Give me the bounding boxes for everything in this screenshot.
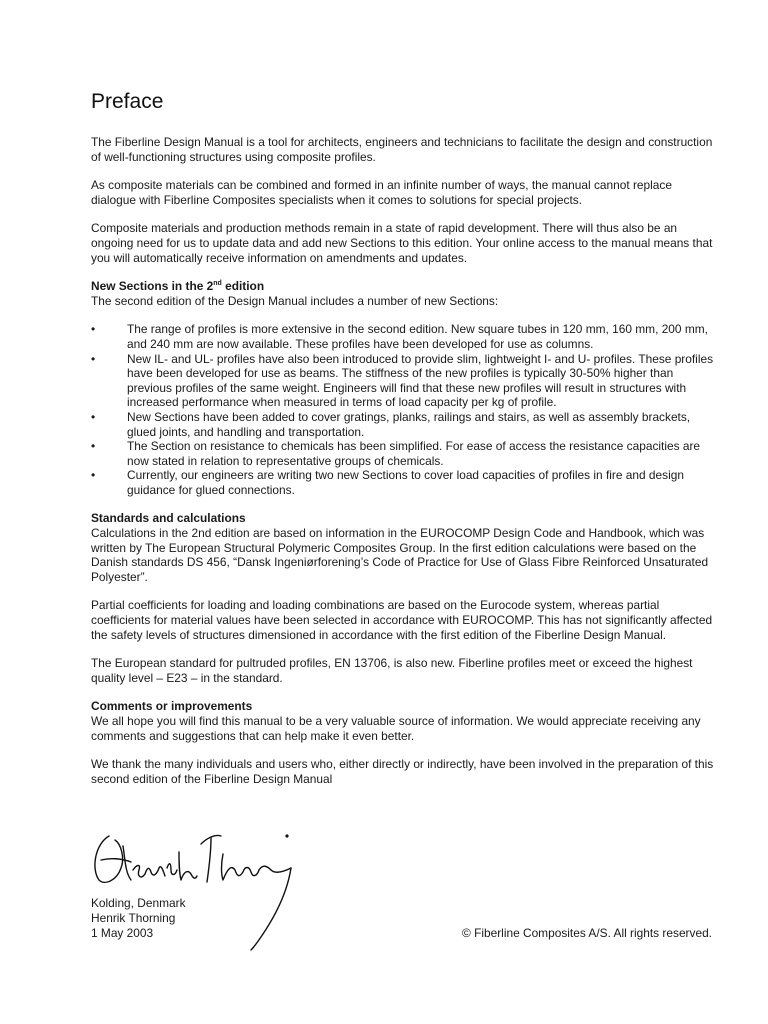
comments-heading: Comments or improvements bbox=[91, 699, 253, 714]
list-item-text: Currently, our engineers are writing two new Sections to cover load capacities of profiles in fire and design guidance for glued connections. bbox=[127, 468, 684, 497]
copyright-notice: © Fiberline Composites A/S. All rights reserved. bbox=[462, 926, 712, 940]
signature-date: 1 May 2003 bbox=[91, 925, 154, 940]
bullet-icon: • bbox=[91, 409, 96, 424]
new-sections-heading-prefix: New Sections in the 2 bbox=[91, 279, 214, 294]
bullet-icon: • bbox=[91, 322, 96, 337]
list-item-text: The range of profiles is more extensive in the second edition. New square tubes in 120 mm, 160 mm, 200 mm, and 240 mm are now available. These profiles have been developed for use as columns. bbox=[127, 322, 708, 351]
standards-paragraph-3: The European standard for pultruded profiles, EN 13706, is also new. Fiberline profiles meet or exceed the highest quality level – E23 – in the standard. bbox=[91, 656, 693, 685]
intro-paragraph-3: Composite materials and production methods remain in a state of rapid development. There will thus also be an ongoing need for us to update data and add new Sections to this edition. Your online access to the manual means that you will automatically receive information on amendments and updates. bbox=[91, 221, 713, 265]
list-item-text: New IL- and UL- profiles have also been introduced to provide slim, lightweight I- and U- profiles. These profiles have been developed for use as beams. The stiffness of the new profiles is typically 30-50% higher than previous profiles of the same weight. Engineers will find that these new profiles will result in structures with increased performance when measured in terms of load capacity per kg of profile. bbox=[127, 351, 714, 410]
list-item bbox=[91, 410, 715, 439]
bullet-icon: • bbox=[91, 468, 96, 483]
signature-block bbox=[91, 824, 715, 964]
list-item bbox=[91, 352, 715, 410]
list-item bbox=[91, 322, 715, 351]
standards-heading: Standards and calculations bbox=[91, 511, 246, 526]
new-sections-list bbox=[91, 322, 715, 497]
signature-place: Kolding, Denmark bbox=[91, 896, 186, 910]
page-title: Preface bbox=[91, 90, 164, 113]
standards-paragraph-2: Partial coefficients for loading and loading combinations are based on the Eurocode system, whereas partial coefficients for material values have been selected in accordance with EUROCOMP. This has not significantly affected the safety levels of structures dimensioned in accordance with the first edition of the Fiberline Design Manual. bbox=[91, 598, 713, 642]
comments-paragraph-2: We thank the many individuals and users who, either directly or indirectly, have been involved in the preparation of this second edition of the Fiberline Design Manual bbox=[91, 757, 714, 786]
list-item-text: The Section on resistance to chemicals has been simplified. For ease of access the resistance capacities are now stated in relation to representative groups of chemicals. bbox=[127, 439, 701, 468]
standards-paragraph-1: Calculations in the 2nd edition are based on information in the EUROCOMP Design Code and Handbook, which was written by The European Structural Polymeric Composites Group. In the first edition calculations were based on the Danish standards DS 456, “Dansk Ingeniørforening’s Code of Practice for Use of Glass Fibre Reinforced Unsaturated Polyester”. bbox=[91, 526, 709, 584]
signature-lines bbox=[91, 896, 186, 940]
bullet-icon: • bbox=[91, 351, 96, 366]
intro-paragraph-2: As composite materials can be combined and formed in an infinite number of ways, the manual cannot replace dialogue with Fiberline Composites specialists when it comes to solutions for special projects. bbox=[91, 178, 672, 207]
list-item-text: New Sections have been added to cover gratings, planks, railings and stairs, as well as assembly brackets, glued joints, and handling and transportation. bbox=[127, 409, 691, 439]
new-sections-heading bbox=[91, 279, 715, 294]
list-item bbox=[91, 439, 715, 468]
list-item bbox=[91, 468, 715, 497]
preface-page bbox=[91, 88, 715, 800]
new-sections-heading-suffix: edition bbox=[221, 279, 265, 294]
intro-paragraph-1: The Fiberline Design Manual is a tool for architects, engineers and technicians to facilitate the design and construction of well-functioning structures using composite profiles. bbox=[91, 135, 713, 164]
new-sections-lead: The second edition of the Design Manual includes a number of new Sections: bbox=[91, 293, 499, 308]
signature-name: Henrik Thorning bbox=[91, 910, 176, 925]
comments-paragraph-1: We all hope you will find this manual to be a very valuable source of information. We would appreciate receiving any comments and suggestions that can help make it even better. bbox=[91, 714, 701, 743]
bullet-icon: • bbox=[91, 439, 96, 454]
new-sections-heading-sup: nd bbox=[213, 280, 222, 288]
